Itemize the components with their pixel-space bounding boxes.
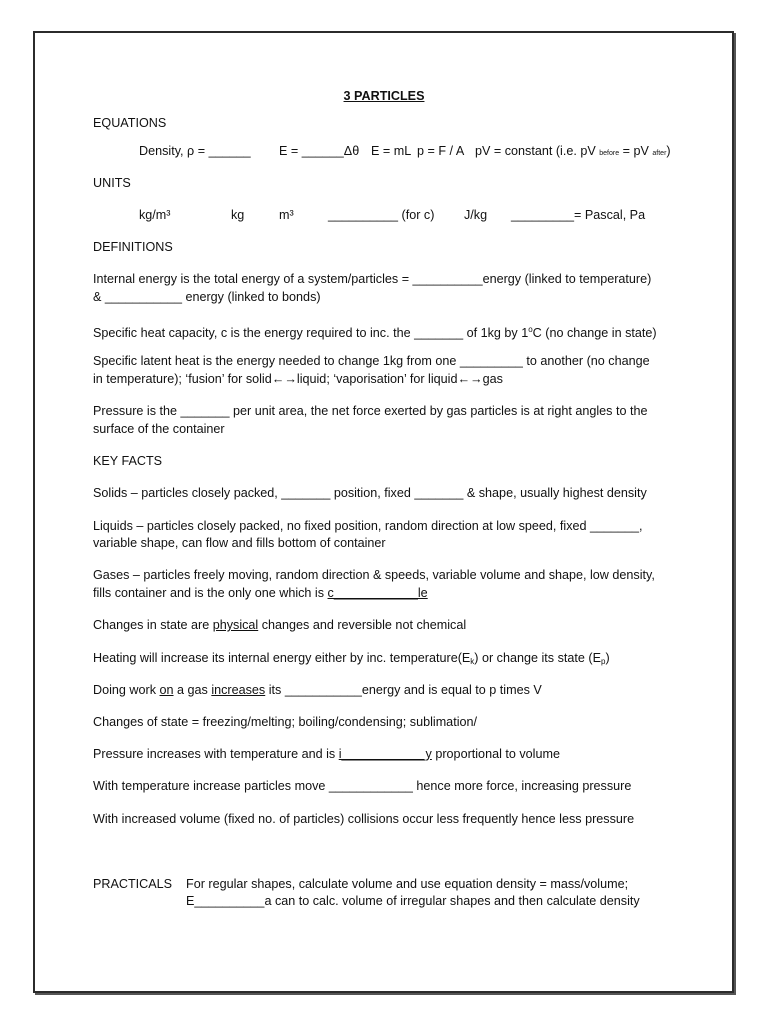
- latent-heat-equation: E = mL: [371, 144, 412, 158]
- temperature-fact: With temperature increase particles move ____________ hence more force, increasing pressure: [93, 779, 632, 793]
- pressure-line-2: surface of the container: [93, 422, 225, 436]
- state-changes-fact: Changes of state = freezing/melting; boiling/condensing; sublimation/: [93, 715, 477, 729]
- proportional-blank: i____________y: [338, 747, 432, 761]
- gas-law-equation: [475, 143, 671, 162]
- volume-fact: With increased volume (fixed no. of particles) collisions occur less frequently hence less pressure: [93, 812, 635, 826]
- increases-word: increases: [211, 683, 266, 697]
- equations-heading: EQUATIONS: [93, 116, 167, 130]
- unit-shc: __________ (for c): [328, 208, 435, 222]
- pressure-equation: p = F / A: [417, 144, 465, 158]
- solids-fact: Solids – particles closely packed, _______ position, fixed _______ & shape, usually highest density: [93, 486, 647, 500]
- energy-equation-lhs: E = ______: [279, 144, 344, 158]
- work-text: Doing work: [93, 683, 160, 697]
- pressure-line-1: Pressure is the _______ per unit area, the net force exerted by gas particles is at right angles to the: [93, 404, 648, 418]
- page-title: 3 PARTICLES: [343, 89, 425, 103]
- degree-sign: o: [528, 325, 533, 334]
- changes-text-end: changes and reversible not chemical: [258, 618, 467, 632]
- unit-density: kg/m³: [139, 208, 171, 222]
- gases-blank: c____________le: [327, 586, 428, 600]
- shc-text-end: C (no change in state): [532, 326, 657, 340]
- units-heading: UNITS: [93, 176, 131, 190]
- changes-text: Changes in state are: [93, 618, 213, 632]
- unit-volume: m³: [279, 208, 294, 222]
- practicals-heading: PRACTICALS: [93, 877, 173, 891]
- density-equation: Density, ρ = ______: [139, 144, 251, 158]
- gas-law-close: ): [666, 144, 671, 158]
- slh-line-2: in temperature); ‘fusion’ for solid←→liquid; ‘vaporisation’ for liquid←→gas: [93, 372, 503, 386]
- work-fact: [93, 682, 542, 699]
- energy-equation-rhs: Δθ: [343, 144, 360, 158]
- practicals-line-1: For regular shapes, calculate volume and use equation density = mass/volume;: [186, 877, 629, 891]
- gases-line-1: Gases – particles freely moving, random direction & speeds, variable volume and shape, low density,: [93, 568, 655, 582]
- gases-text: fills container and is the only one which is: [93, 586, 328, 600]
- proportional-fact: [93, 746, 560, 763]
- key-facts-heading: KEY FACTS: [93, 454, 163, 468]
- heating-text: Heating will increase its internal energy either by inc. temperature(E: [93, 651, 471, 665]
- liquids-line-1: Liquids – particles closely packed, no fixed position, random direction at low speed, fixed _______,: [93, 519, 643, 533]
- changes-in-state-fact: [93, 617, 466, 634]
- heating-text-mid: ) or change its state (E: [474, 651, 601, 665]
- gas-law-after: after: [652, 150, 667, 157]
- internal-energy-line-2: & ___________ energy (linked to bonds): [93, 290, 321, 304]
- energy-equation: [279, 143, 359, 160]
- unit-pressure: _________= Pascal, Pa: [511, 208, 646, 222]
- heating-fact: [93, 650, 610, 670]
- shc-definition: [93, 321, 657, 342]
- heating-text-end: ): [605, 651, 610, 665]
- work-text-mid: a gas: [173, 683, 212, 697]
- liquids-line-2: variable shape, can flow and fills bottom of container: [93, 536, 386, 550]
- unit-mass: kg: [231, 208, 245, 222]
- page-border: [33, 31, 734, 993]
- physical-word: physical: [212, 618, 259, 632]
- practicals-line-2: E__________a can to calc. volume of irregular shapes and then calculate density: [186, 894, 640, 908]
- slh-line-1: Specific latent heat is the energy needed to change 1kg from one _________ to another (no change: [93, 354, 650, 368]
- gas-law-text: pV = constant (i.e. pV: [475, 144, 596, 158]
- unit-latent: J/kg: [464, 208, 488, 222]
- proportional-text-end: proportional to volume: [431, 747, 560, 761]
- potential-subscript: p: [601, 657, 606, 666]
- gas-law-before: before: [599, 150, 620, 157]
- internal-energy-line-1: Internal energy is the total energy of a system/particles = __________energy (linked to temperature): [93, 272, 652, 286]
- shc-text: Specific heat capacity, c is the energy required to inc. the _______ of 1kg by 1: [93, 326, 529, 340]
- proportional-text: Pressure increases with temperature and is: [93, 747, 339, 761]
- gas-law-middle: = pV: [622, 144, 649, 158]
- work-text-end: its ___________energy and is equal to p times V: [265, 683, 542, 697]
- definitions-heading: DEFINITIONS: [93, 240, 173, 254]
- kinetic-subscript: k: [470, 657, 475, 666]
- on-word: on: [159, 683, 174, 697]
- gases-line-2: [93, 585, 428, 602]
